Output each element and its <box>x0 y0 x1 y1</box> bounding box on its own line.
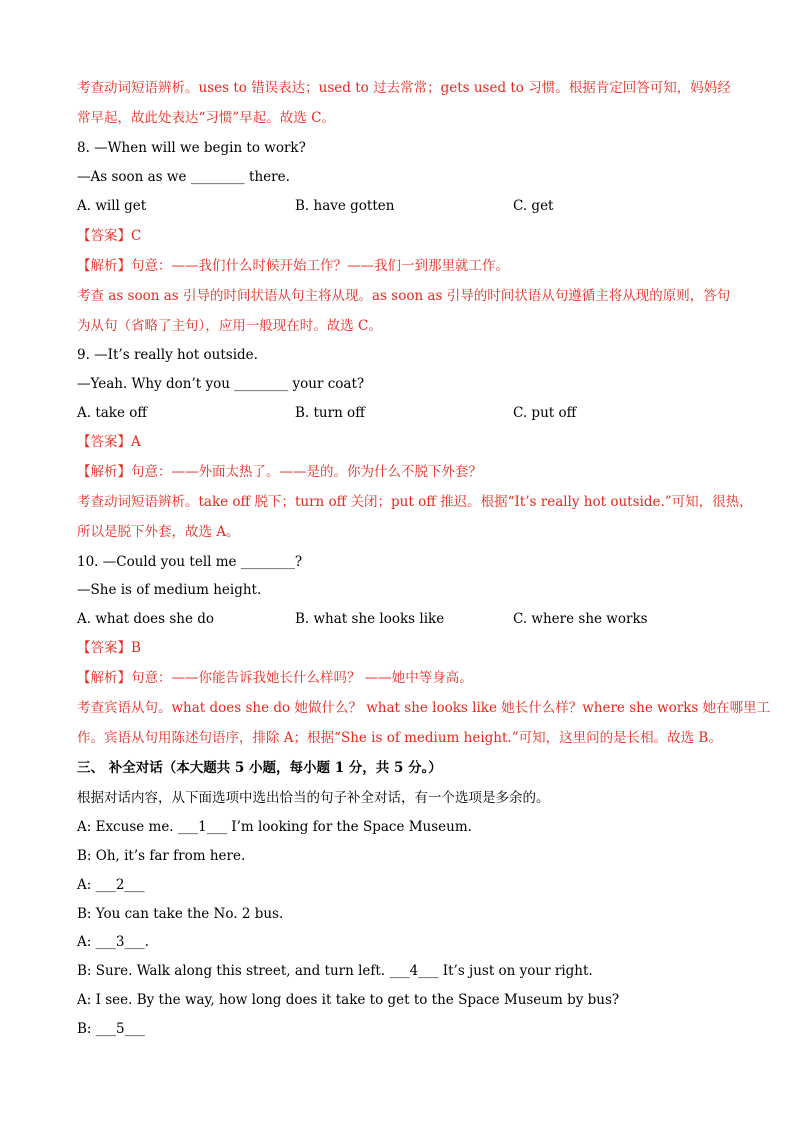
q10-stem: 10. —Could you tell me ________? <box>77 554 303 570</box>
dialogue-line: A: ___3___. <box>77 934 149 950</box>
q8-analysis-line1: 考查 as soon as 引导的时间状语从句主将从现。as soon as 引导的时间状语从句遵循主将从现的原则，答句 <box>77 288 731 304</box>
dialogue-line: A: Excuse me. ___1___ I’m looking for the Space Museum. <box>77 819 472 835</box>
section3-instruction: 根据对话内容，从下面选项中选出恰当的句子补全对话，有一个选项是多余的。 <box>77 790 550 806</box>
q8-analysis-line2: 为从句（省略了主句），应用一般现在时。故选 C。 <box>77 318 382 334</box>
q10-option-b: B. what she looks like <box>295 611 445 627</box>
q10-analysis-line2: 作。宾语从句用陈述句语序，排除 A；根据“She is of medium height.”可知，这里问的是长相。故选 B。 <box>77 730 722 746</box>
q9-analysis-line1: 考查动词短语辨析。take off 脱下；turn off 关闭；put off 推迟。根据“It’s really hot outside.”可知，很热， <box>77 494 753 510</box>
q9-stem: 9. —It’s really hot outside. <box>77 347 258 363</box>
dialogue-line: B: Oh, it’s far from here. <box>77 848 246 864</box>
q10-line2: —She is of medium height. <box>77 582 262 598</box>
dialogue-line: B: Sure. Walk along this street, and turn left. ___4___ It’s just on your right. <box>77 963 593 979</box>
q7-analysis-line1: 考查动词短语辨析。uses to 错误表达；used to 过去常常；gets used to 习惯。根据肯定回答可知，妈妈经 <box>77 80 731 96</box>
section3-title: 三、 补全对话（本大题共 5 小题，每小题 1 分，共 5 分。） <box>77 760 442 776</box>
q8-meaning: 【解析】句意：——我们什么时候开始工作？——我们一到那里就工作。 <box>77 258 509 274</box>
q10-meaning: 【解析】句意：——你能告诉我她长什么样吗？ ——她中等身高。 <box>77 670 473 686</box>
q10-analysis-line1: 考查宾语从句。what does she do 她做什么？ what she looks like 她长什么样？where she works 她在哪里工 <box>77 700 771 716</box>
q9-meaning: 【解析】句意：——外面太热了。——是的。你为什么不脱下外套？ <box>77 464 482 480</box>
q10-option-c: C. where she works <box>513 611 648 627</box>
q8-option-c: C. get <box>513 198 554 214</box>
q9-line2: —Yeah. Why don’t you ________ your coat? <box>77 376 365 392</box>
dialogue-line: A: ___2___ <box>77 877 145 893</box>
q9-answer: 【答案】A <box>77 434 141 450</box>
q9-option-c: C. put off <box>513 405 577 421</box>
dialogue-line: A: I see. By the way, how long does it take to get to the Space Museum by bus? <box>77 992 620 1008</box>
dialogue-line: B: ___5___ <box>77 1021 145 1037</box>
dialogue-line: B: You can take the No. 2 bus. <box>77 906 284 922</box>
q7-analysis-line2: 常早起，故此处表达“习惯”早起。故选 C。 <box>77 110 335 126</box>
q8-option-a: A. will get <box>77 198 147 214</box>
q8-option-b: B. have gotten <box>295 198 395 214</box>
q9-option-a: A. take off <box>77 405 147 421</box>
q9-analysis-line2: 所以是脱下外套，故选 A。 <box>77 524 240 540</box>
q8-answer: 【答案】C <box>77 228 142 244</box>
q10-answer: 【答案】B <box>77 640 141 656</box>
q10-option-a: A. what does she do <box>77 611 214 627</box>
q8-stem: 8. —When will we begin to work? <box>77 140 306 156</box>
q9-option-b: B. turn off <box>295 405 365 421</box>
q8-line2: —As soon as we ________ there. <box>77 169 290 185</box>
